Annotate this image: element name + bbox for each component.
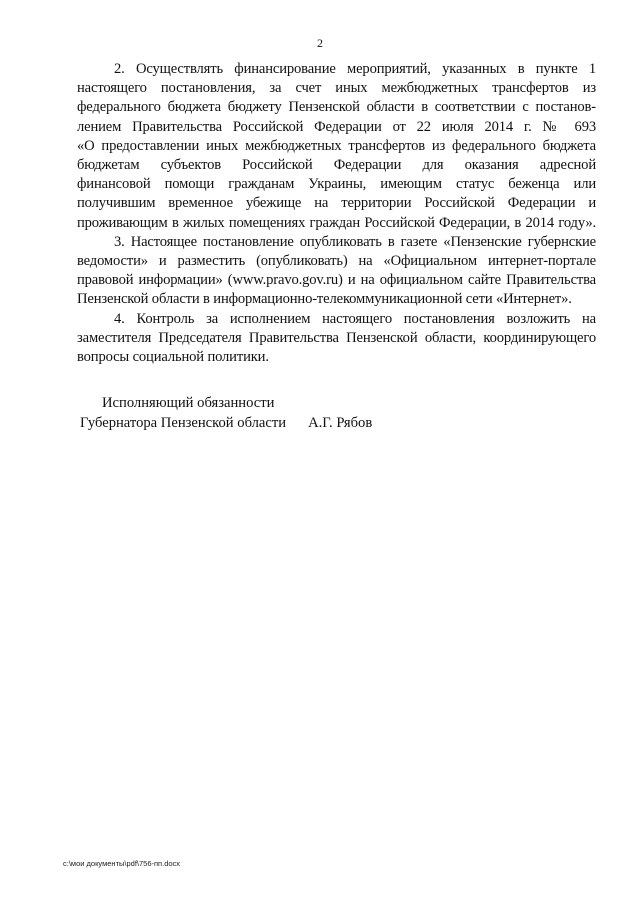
paragraph-3 bbox=[77, 233, 596, 310]
text-line: «О предоставлении иных межбюджетных трансфертов из федерального бюджета bbox=[77, 137, 596, 154]
text-line: ведомости» и разместить (опубликовать) на «Официальном интернет-портале bbox=[77, 253, 596, 270]
text-line: 4. Контроль за исполнением настоящего постановления возложить на bbox=[114, 310, 596, 327]
text-line: бюджетам субъектов Российской Федерации для оказания адресной bbox=[77, 157, 596, 174]
text-line: получившим временное убежище на территории Российской Федерации и bbox=[77, 195, 596, 212]
paragraph-4 bbox=[77, 310, 596, 368]
signatory-title-line1: Исполняющий обязанности bbox=[102, 395, 275, 411]
text-line: лением Правительства Российской Федерации от 22 июля 2014 г. № 693 bbox=[77, 118, 596, 135]
text-line: 2. Осуществлять финансирование мероприятий, указанных в пункте 1 bbox=[114, 61, 596, 77]
signatory-title-line2: Губернатора Пензенской области bbox=[80, 415, 287, 431]
signatory-title-row bbox=[80, 413, 500, 433]
footer-file-path: c:\мои документы\pdf\756-пп.docx bbox=[63, 859, 181, 868]
page-number: 2 bbox=[317, 36, 323, 50]
paragraph-2 bbox=[77, 60, 596, 233]
text-line: проживающим в жилых помещениях граждан Российской Федерации, в 2014 году». bbox=[77, 214, 596, 231]
text-line: настоящего постановления, за счет иных межбюджетных трансфертов из bbox=[77, 80, 596, 97]
text-line: вопросы социальной политики. bbox=[77, 349, 269, 366]
text-line: федерального бюджета бюджету Пензенской области в соответствии с постанов- bbox=[77, 99, 596, 116]
text-line: Пензенской области в информационно-телекоммуникационной сети «Интернет». bbox=[77, 291, 572, 308]
text-line: правовой информации» (www.pravo.gov.ru) и на официальном сайте Правительства bbox=[77, 272, 596, 289]
document-body bbox=[77, 60, 596, 367]
text-line: заместителя Председателя Правительства Пензенской области, координирующего bbox=[77, 329, 596, 346]
signature-block bbox=[80, 393, 500, 433]
signatory-name: А.Г. Рябов bbox=[308, 415, 373, 431]
text-line: 3. Настоящее постановление опубликовать в газете «Пензенские губернские bbox=[114, 233, 596, 250]
text-line: финансовой помощи гражданам Украины, имеющим статус беженца или bbox=[77, 176, 596, 193]
